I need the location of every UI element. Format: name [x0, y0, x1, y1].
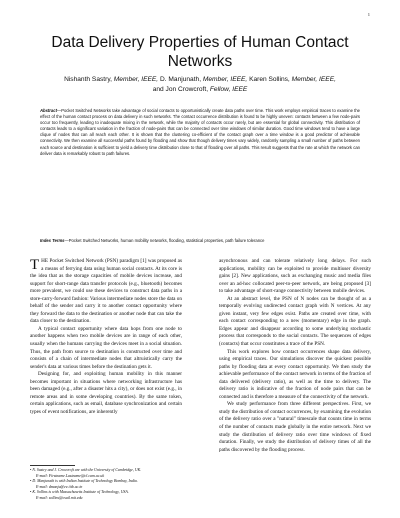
author-role: Fellow, IEEE — [209, 86, 248, 93]
author-role: Member, IEEE, — [202, 76, 250, 83]
footnote-email: E-mail: dmanju@ee.iitb.ac.in — [36, 484, 83, 489]
drop-cap: T — [30, 257, 40, 273]
author-line-1 — [20, 75, 380, 85]
index-terms-label: Index Terms — [40, 238, 65, 243]
abstract — [40, 108, 360, 157]
index-terms — [40, 238, 360, 244]
author-list — [20, 75, 380, 95]
body-paragraph: At an abstract level, the PSN of N nodes can be thought of as a temporally evolving undirected contact graph with N vertices. At any given instant, very few edges exist. Paths are created over time, with each contact corresponding to a new (momentary) edge in the graph. Edges appear and disappear according to some underlying stochastic process that corresponds to the social contacts. The sequences of edges (contacts) that occur constitutes a trace of the PSN. — [219, 295, 371, 348]
footnote-text: D. Manjunath is with Indian Institute of Technology Bombay, India. — [32, 479, 138, 484]
footnote-divider — [30, 465, 75, 466]
intro-paragraph — [30, 258, 182, 326]
body-paragraph: A typical contact opportunity where data hops from one node to another happens when two mobile devices are in range of each other, usually when the humans carrying the devices meet in a social situation. Thus, the path from source to destination is constructed over time and consists of a chain of intermediate nodes that altruistically carry the sender's data at various times before the destination gets it. — [30, 325, 182, 370]
author-name: and Jon Crowcroft, — [152, 86, 210, 93]
body-paragraph: We study performance from three different perspectives. First, we study the distribution of contact occurrences, by examining the evolution of the delivery ratio over a "natural" timescale that counts time in terms of the number of contacts made globally in the entire network. Next we study the distribution of delivery ratio over time windows of fixed duration. Finally, we study the distribution of delivery times of all the paths discovered by the flooding process. — [219, 401, 371, 453]
author-role: Member, IEEE, — [113, 76, 160, 83]
abstract-label: Abstract — [40, 108, 57, 113]
author-line-2 — [20, 85, 380, 95]
footnotes — [30, 468, 185, 502]
author-name: D. Manjunath, — [159, 76, 203, 83]
page-number: 1 — [367, 12, 370, 17]
author-name: Nishanth Sastry, — [64, 76, 114, 83]
paper-title: Data Delivery Properties of Human Contact Networks — [51, 34, 349, 70]
body-paragraph: asynchronous and can tolerate relatively long delays. For such applications, mobility can be exploited to provide multiuser diversity gains [2]. New applications, such as exchanging music and media files over an ad-hoc collocated peer-to-peer network, are being proposed [3] to take advantage of short-range connectivity between mobile devices. — [219, 258, 371, 295]
index-terms-text: —Pocket Switched Networks, human mobility networks, flooding, statistical properties, path failure tolerance — [64, 238, 265, 243]
author-name: Karen Sollins, — [249, 76, 292, 83]
footnote: • N. Sastry and J. Crowcroft are with the University of Cambridge, UK. — [30, 468, 142, 472]
footnote: • K. Sollins is with Massachusetts Institute of Technology, USA. — [30, 490, 129, 495]
footnote-email: E-mail: sollins@csail.mit.edu — [36, 495, 83, 500]
footnote-email: E-mail: Firstname.Lastname@cl.cam.ac.uk — [36, 473, 105, 478]
left-column — [30, 258, 182, 416]
footnote: • D. Manjunath is with Indian Institute of Technology Bombay, India. — [30, 479, 138, 484]
author-role: Member, IEEE, — [291, 76, 336, 83]
body-paragraph: Designing for, and exploiting human mobility in this manner becomes important in situations where networking infrastructure has been damaged (e.g., after a disaster hits a city), or does not exist (e.g., in remote areas and in some developing countries). By the same token, certain applications, such as email, database synchronization and certain types of event notifications, are inherently — [30, 371, 182, 415]
paragraph-text: HE Pocket Switched Network (PSN) paradigm [1] was proposed as a means of ferrying data using human social contacts. At its core is the idea that as the storage capacities of mobile devices increase, and support for short-range data transfer protocols (e.g., bluetooth) becomes more prevalent, we could use these devices to construct data paths in a store-carry-forward fashion: Various intermediate nodes store the data on behalf of the sender and carry it to another contact opportunity where they forward the data to the destination or another node that can take the data closer to the destination. — [30, 258, 182, 325]
footnote-text: N. Sastry and J. Crowcroft are with the University of Cambridge, UK. — [32, 468, 142, 472]
right-column — [219, 258, 371, 454]
abstract-text: —Pocket Switched Networks take advantage of social contacts to opportunistically create data paths over time. This work employs empirical traces to examine the effect of the human contact process on data delivery in such networks. The contact occurrence distribution is found to be highly uneven: contacts between a few node-pairs occur too frequently, leading to inadequate mixing in the network, while the majority of contacts occur rarely, but are essential for global connectivity. This distribution of contacts leads to a significant variation in the fraction of node-pairs that can be connected over time windows of similar duration. Good time windows tend to have a large clique of nodes that can all reach each other. It is shown that the clustering co-efficient of the contact graph over a time window is a good predictor of achievable connectivity. We then examine all successful paths found by flooding and show that though delivery times vary widely, randomly sampling a small number of paths between each source and destination is sufficient to yield a delivery time distribution close to that of flooding over all paths. This result suggests that the rate at which the network can deliver data is remarkably robust to path failures. — [40, 108, 360, 156]
body-paragraph: This work explores how contact occurrences shape data delivery, using empirical traces. Our simulations discover the quickest possible paths by flooding data at every contact opportunity. We then study the achievable performance of the contact network in terms of the fraction of data delivered (delivery ratio), as well as the time to delivery. The delivery ratio is indicative of the fraction of node pairs that can be connected and is therefore a measure of the connectivity of the network. — [219, 348, 371, 400]
footnote-text: K. Sollins is with Massachusetts Institute of Technology, USA. — [32, 490, 129, 495]
